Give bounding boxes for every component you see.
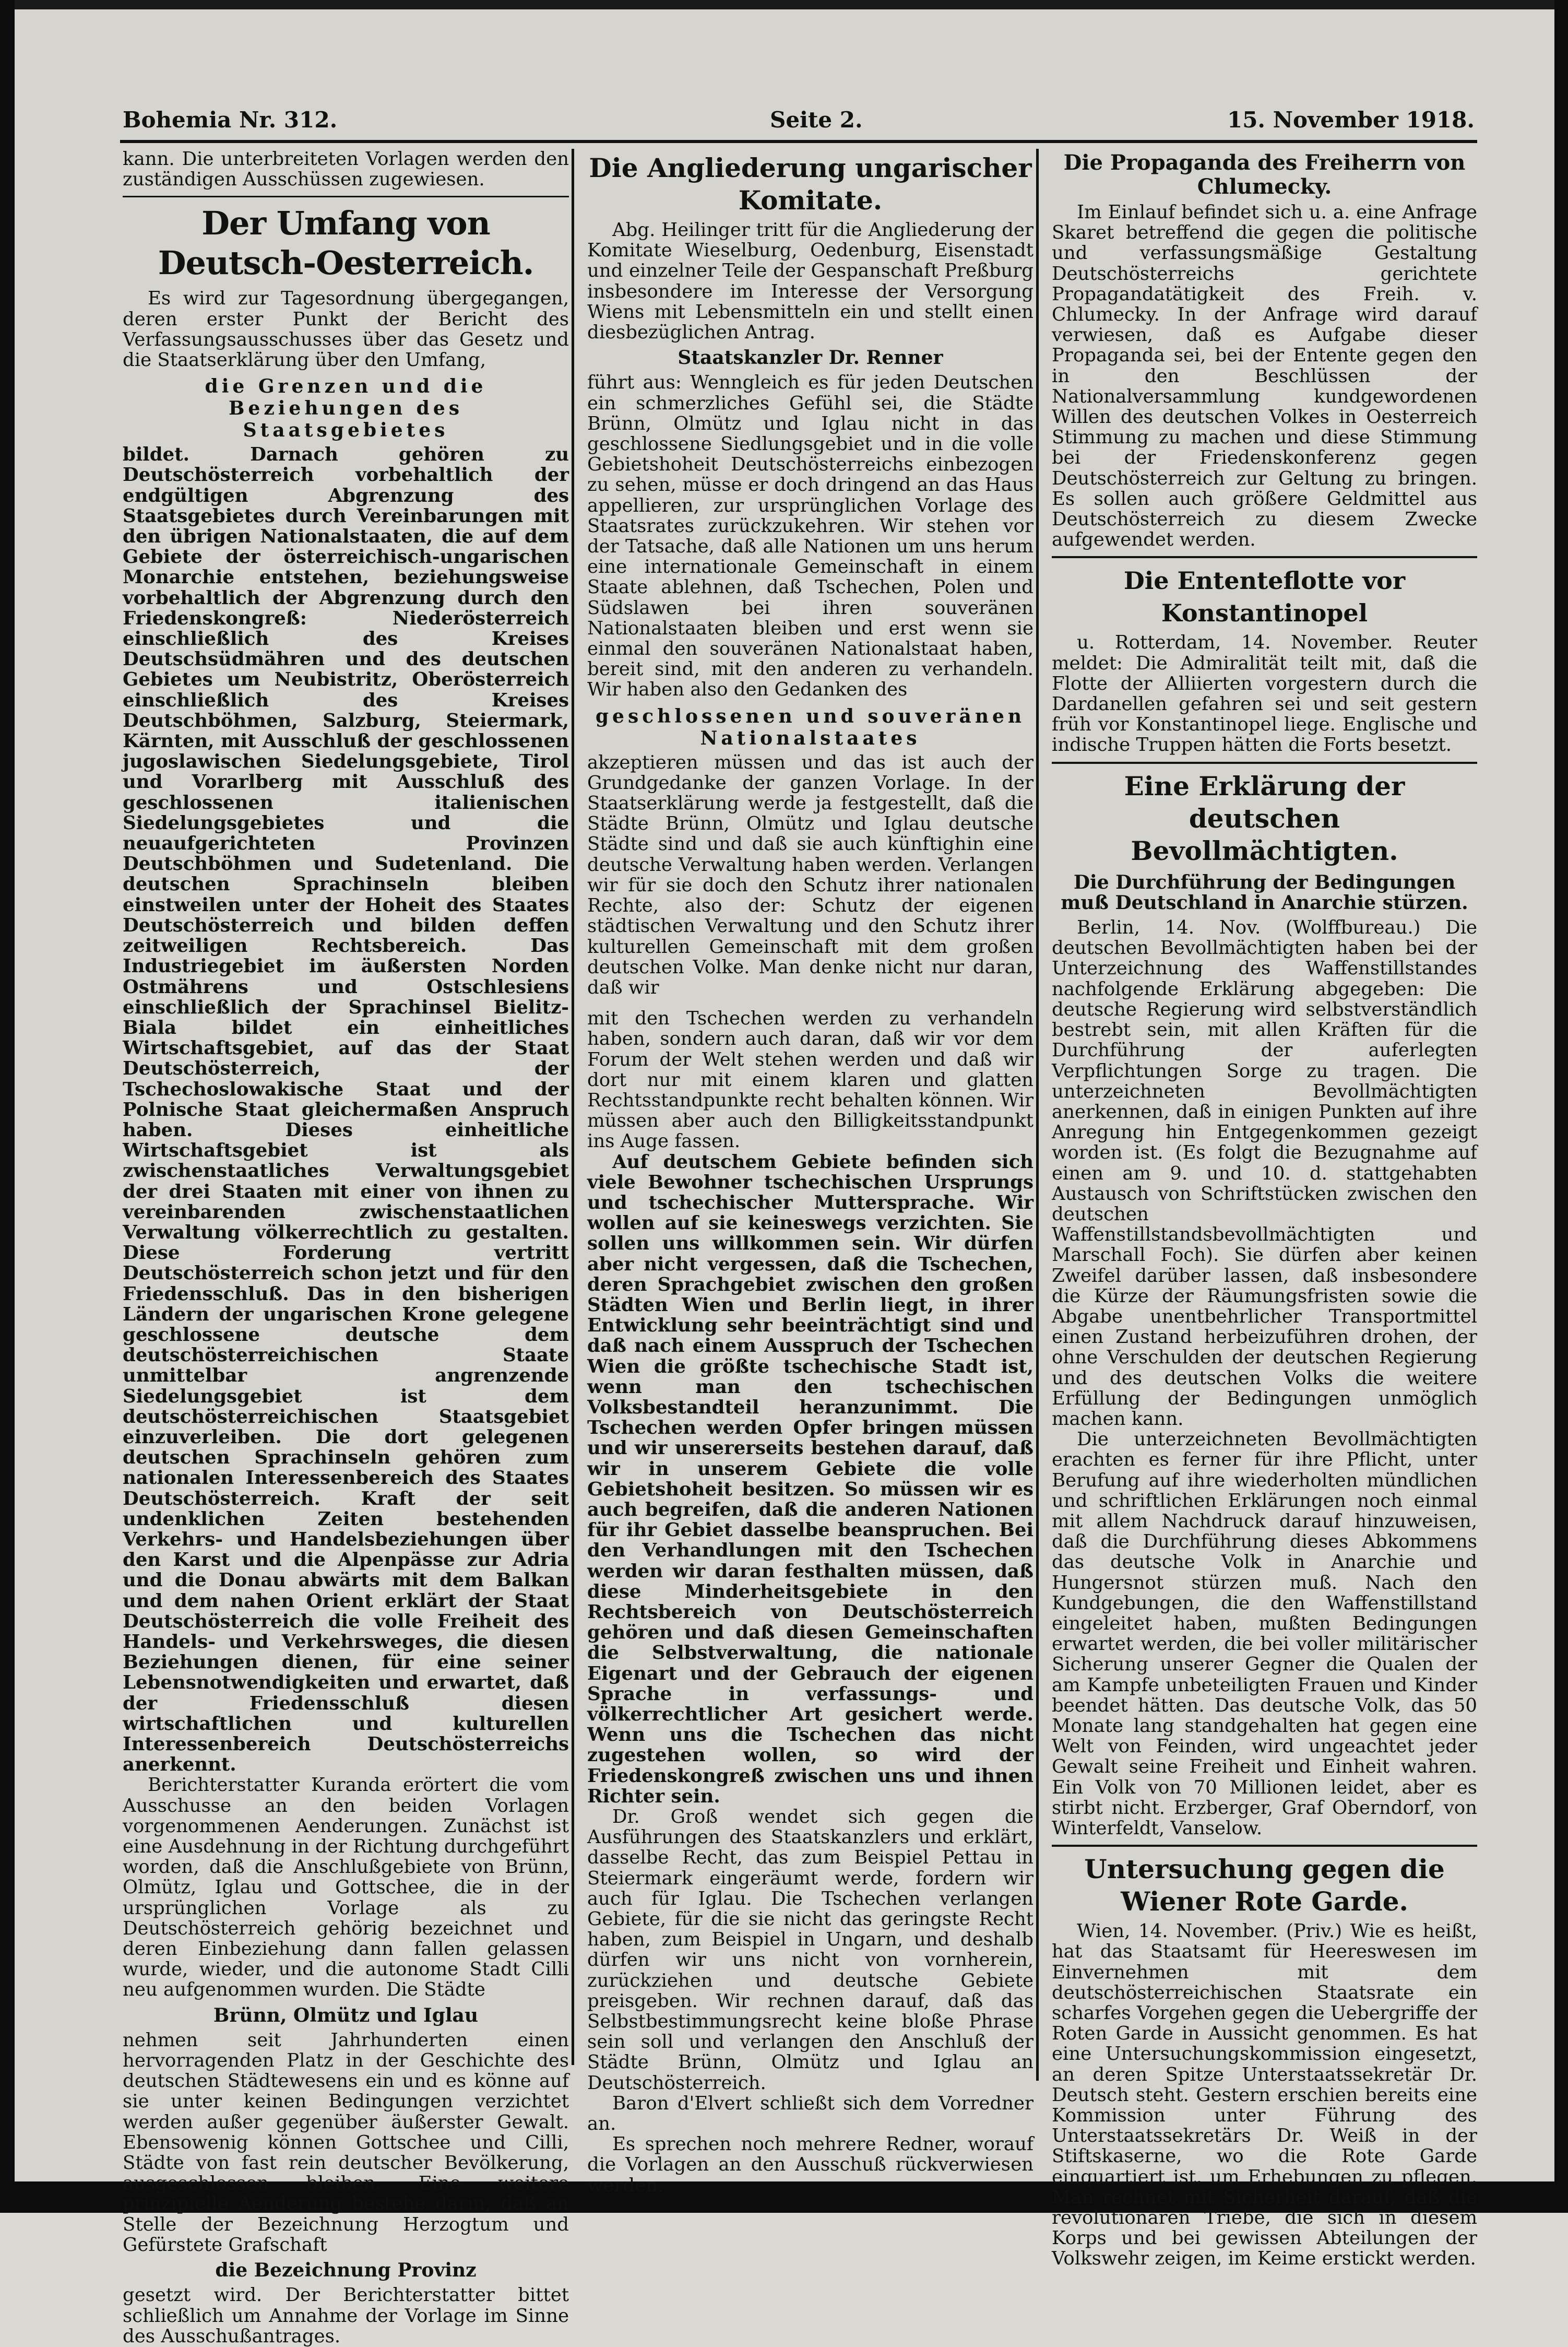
- col2-paragraph-5: Auf deutschem Gebiete befinden sich viele Bewohner tschechischen Ursprungs und tschechischer Muttersprache. Wir wollen auf sie keineswegs verzichten. Sie sollen uns willkommen sein. Wir dürfen aber nicht vergessen, daß die Tschechen, deren Sprachgebiet zwischen den großen Städten Wien und Berlin liegt, in ihrer Entwicklung sehr beeinträchtigt sind und daß nach einem Ausspruch der Tschechen Wien die größte tschechische Stadt ist, wenn man den tschechischen Volksbestandteil heranzunimmt. Die Tschechen werden Opfer bringen müssen und wir unsererseits bestehen darauf, daß wir in unserem Gebiete die volle Gebietshoheit besitzen. So müssen wir es auch begreifen, daß die anderen Nationen für ihr Gebiet dasselbe beanspruchen. Bei den Verhandlungen mit den Tschechen werden wir daran festhalten müssen, daß diese Minderheitsgebiete in den Rechtsbereich von Deutschösterreich gehören und daß diesen Gemeinschaften die Selbstverwaltung, die nationale Eigenart und der Gebrauch der eigenen Sprache in verfassungs- und völkerrechtlicher Art gesichert werde. Wenn uns die Tschechen das nicht zugestehen wollen, so wird der Friedenskongreß zwischen uns und ihnen Richter sein.: [587, 1151, 1034, 1807]
- col3-rule-3: [1052, 1845, 1477, 1847]
- col1-subheading-provinz: die Bezeichnung Provinz: [215, 2259, 477, 2282]
- article-title-untersuchung: Untersuchung gegen die Wiener Rote Garde.: [1084, 1854, 1445, 1917]
- col3-paragraph-4: Die unterzeichneten Bevollmächtigten erachten es ferner für ihre Pflicht, unter Berufung auf ihre wiederholten mündlichen und schriftlichen Erklärungen noch einmal mit allem Nachdruck darauf hinzuweisen, daß die Durchführung dieses Abkommens das deutsche Volk in Anarchie und Hungersnot stürzen muß. Nach den Kundgebungen, die den Waffenstillstand eingeleitet haben, mußten Bedingungen erwartet werden, die bei voller militärischer Sicherung unserer Gegner die Qualen der am Kampfe unbeteiligten Frauen und Kinder beendet hätten. Das deutsche Volk, das 50 Monate lang standgehalten hat gegen eine Welt von Feinden, wird ungeachtet jeder Gewalt seine Freiheit und Einheit wahren. Ein Volk von 70 Millionen leidet, aber es stirbt nicht. Erzberger, Graf Oberndorf, von Winterfeldt, Vanselow.: [1052, 1429, 1477, 1839]
- col2-paragraph-1: Abg. Heilinger tritt für die Angliederung der Komitate Wieselburg, Oedenburg, Eisenstadt und einzelner Teile der Gespanschaft Preßburg insbesondere im Interesse der Versorgung Wiens mit Lebensmitteln ein und stellt einen diesbezüglichen Antrag.: [587, 219, 1034, 344]
- page-header: [123, 107, 1475, 144]
- article-title-umfang: Der Umfang von Deutsch-Oesterreich.: [158, 204, 534, 282]
- col2-paragraph-2: führt aus: Wenngleich es für jeden Deutschen ein schmerzliches Gefühl sei, die Städte Brünn, Olmütz und Iglau nicht in das geschlossene Siedlungsgebiet und in die volle Gebietshoheit Deutschösterreichs einbezogen zu sehen, müsse er doch dringend an das Haus appellieren, zur ursprünglichen Vorlage des Staatsrates zurückzukehren. Wir stehen vor der Tatsache, daß alle Nationen um uns herum eine internationale Gemeinschaft in einem Staate ablehnen, daß Tschechen, Polen und Südslawen bei ihren souveränen Nationalstaaten bleiben und erst wenn sie einmal den souveränen Nationalstaat haben, bereit sind, mit den anderen zu verhandeln. Wir haben also den Gedanken des: [587, 372, 1034, 701]
- col3-subheading-durchfuehrung: Die Durchführung der Bedingungen muß Deutschland in Anarchie stürzen.: [1061, 871, 1468, 914]
- col2-paragraph-3: akzeptieren müssen und das ist auch der Grundgedanke der ganzen Vorlage. In der Staatserklärung werde ja festgestellt, daß die Städte Brünn, Olmütz und Iglau deutsche Städte sind und daß sie auch künftighin eine deutsche Verwaltung haben werden. Verlangen wir für sie doch den Schutz ihrer nationalen Rechte, also der: Schutz der eigenen städtischen Verwaltung und den Schutz ihrer kulturellen Gemeinschaft mit dem großen deutschen Volke. Man denke nicht nur daran, daß wir: [587, 751, 1034, 998]
- column-divider-1: [572, 149, 574, 2065]
- col3-paragraph-1: Im Einlauf befindet sich u. a. eine Anfrage Skaret betreffend die gegen die politische und verfassungsmäßige Gestaltung Deutschösterreichs gerichtete Propagandatätigkeit des Freih. v. Chlumecky. In der Anfrage wird darauf verwiesen, daß es Aufgabe dieser Propaganda sei, bei der Entente gegen den in den Beschlüssen der Nationalversammlung kundgewordenen Willen des deutschen Volkes in Oesterreich Stimmung zu machen und diese Stimmung bei der Friedenskonferenz gegen Deutschösterreich zur Geltung zu bringen. Es sollen auch größere Geldmittel aus Deutschösterreich zu diesem Zwecke aufgewendet werden.: [1052, 202, 1477, 551]
- scan-border-left: [0, 0, 15, 2213]
- col1-rule-1: [123, 196, 569, 197]
- article-title-propaganda: Die Propaganda des Freiherrn von Chlumecky.: [1063, 150, 1466, 199]
- col3-paragraph-2: u. Rotterdam, 14. November. Reuter meldet: Die Admiralität teilt mit, daß die Flotte der Alliierten vorgestern durch die Dardanellen gefahren sei und seit gestern früh vor Konstantinopel liege. Englische und indische Truppen hätten die Forts besetzt.: [1052, 632, 1477, 756]
- col2-paragraph-6: Dr. Groß wendet sich gegen die Ausführungen des Staatskanzlers und erklärt, dasselbe Recht, das zum Beispiel Pettau in Steiermark eingeräumt werde, fordern wir auch für Iglau. Die Tschechen verlangen Gebiete, für die sie nicht das geringste Recht haben, zum Beispiel in Ungarn, und deshalb dürfen wir uns nicht von vornherein, zurückziehen und deutsche Gebiete preisgeben. Wir rechnen darauf, daß das Selbstbestimmungsrecht keine bloße Phrase sein soll und verlangen den Anschluß der Städte Brünn, Olmütz und Iglau an Deutschösterreich.: [587, 1806, 1034, 2094]
- col2-paragraph-8: Es sprechen noch mehrere Redner, worauf die Vorlagen an den Ausschuß rückverwiesen werden.: [587, 2133, 1034, 2196]
- col2-subheading-nationalstaat: geschlossenen und souveränen Nationalstaates: [595, 705, 1026, 749]
- col3-rule-1: [1052, 556, 1477, 558]
- col1-paragraph-4: nehmen seit Jahrhunderten einen hervorragenden Platz in der Geschichte des deutschen Städtewesens ein und es könne auf sie unter keinen Bedingungen verzichtet werden außer gegenüber äußerster Gewalt. Ebensowenig können Gottschee und Cilli, Städte von fast rein deutscher Bevölkerung, ausgeschlossen bleiben. Eine weitere prinzipielle Aenderung bestehe darin, daß an Stelle der Bezeichnung Herzogtum und Gefürstete Grafschaft: [123, 2029, 569, 2256]
- column-divider-2: [1036, 149, 1039, 2081]
- article-title-ententeflotte: Die Ententeflotte vor Konstantinopel: [1123, 567, 1406, 628]
- header-rule: [120, 140, 1477, 143]
- col2-paragraph-4: mit den Tschechen werden zu verhandeln haben, sondern auch daran, daß wir vor dem Forum der Welt stehen werden und daß wir dort nur mit einem klaren und glatten Rechtsstandpunkte recht behalten können. Wir müssen aber auch den Billigkeitsstandpunkt ins Auge fassen.: [587, 1008, 1034, 1152]
- col3-paragraph-3: Berlin, 14. Nov. (Wolffbureau.) Die deutschen Bevollmächtigten haben bei der Unterzeichnung des Waffenstillstandes nachfolgende Erklärung abgegeben: Die deutsche Regierung wird selbstverständlich bestrebt sein, mit allen Kräften für die Durchführung der auferlegten Verpflichtungen Sorge zu tragen. Die unterzeichneten Bevollmächtigten anerkennen, daß in einigen Punkten auf ihre Anregung hin Entgegenkommen gezeigt worden ist. (Es folgt die Bezugnahme auf einen am 9. und 10. d. stattgehabten Austausch von Schriftstücken zwischen den deutschen Waffenstillstandsbevollmächtigten und Marschall Foch). Sie dürfen aber keinen Zweifel darüber lassen, daß insbesondere die Kürze der Räumungsfristen sowie die Abgabe unentbehrlicher Transportmittel einen Zustand herbeizuführen drohen, der ohne Verschulden der deutschen Regierung und des deutschen Volks die weitere Erfüllung der Bedingungen unmöglich machen kann.: [1052, 917, 1477, 1430]
- col1-subheading-bruenn: Brünn, Olmütz und Iglau: [213, 2004, 479, 2026]
- col3-paragraph-5: Wien, 14. November. (Priv.) Wie es heißt, hat das Staatsamt für Heereswesen im Einvernehmen mit dem deutschösterreichischen Staatsrate ein scharfes Vorgehen gegen die Uebergriffe der Roten Garde in Aussicht genommen. Es hat eine Untersuchungskommission eingesetzt, an deren Spitze Unterstaatssekretär Dr. Deutsch steht. Gestern erschien bereits eine Kommission unter Führung des Unterstaatssekretärs Dr. Weiß in der Stiftskaserne, wo die Rote Garde einquartiert ist, um Erhebungen zu pflegen. Man rechnet mit Sicherheit darauf, daß die revolutionären Triebe, die sich in diesem Korps und bei gewissen Abteilungen der Volkswehr zeigen, im Keime erstickt werden.: [1052, 1920, 1477, 2270]
- col1-paragraph-3: Berichterstatter Kuranda erörtert die vom Ausschusse an den beiden Vorlagen vorgenommenen Aenderungen. Zunächst ist eine Ausdehnung in der Richtung durchgeführt worden, daß die Anschlußgebiete von Brünn, Olmütz, Iglau und Gottschee, die in der ursprünglichen Vorlage als zu Deutschösterreich gehörig bezeichnet und deren Einbeziehung dann fallen gelassen wurde, wieder, und die autonome Stadt Cilli neu aufgenommen wurden. Die Städte: [123, 1774, 569, 2001]
- scan-border-right: [1554, 0, 1568, 2213]
- column-2: [587, 149, 1034, 2196]
- col1-intro: kann. Die unterbreiteten Vorlagen werden den zuständigen Ausschüssen zugewiesen.: [123, 148, 569, 191]
- col2-subheading-renner: Staatskanzler Dr. Renner: [678, 347, 943, 369]
- scan-border-top: [0, 0, 1568, 9]
- article-title-erklaerung: Eine Erklärung der deutschen Bevollmächtigten.: [1124, 770, 1405, 866]
- col2-paragraph-7: Baron d'Elvert schließt sich dem Vorredner an.: [587, 2092, 1034, 2135]
- article-title-angliederung: Die Angliederung ungarischer Komitate.: [589, 152, 1032, 216]
- column-1: [123, 149, 569, 2346]
- col3-rule-2: [1052, 762, 1477, 764]
- col1-subheading-grenzen: die Grenzen und die Beziehungen des Staatsgebietes: [205, 375, 487, 442]
- col1-paragraph-5: gesetzt wird. Der Berichterstatter bittet schließlich um Annahme der Vorlage im Sinne des Ausschußantrages.: [123, 2284, 569, 2347]
- column-3: [1052, 149, 1477, 2269]
- col1-paragraph-2: bildet. Darnach gehören zu Deutschösterreich vorbehaltlich der endgültigen Abgrenzung des Staatsgebietes durch Vereinbarungen mit den übrigen Nationalstaaten, die auf dem Gebiete der österreichisch-ungarischen Monarchie entstehen, beziehungsweise vorbehaltlich der Abgrenzung durch den Friedenskongreß: Niederösterreich einschließlich des Kreises Deutschsüdmähren und des deutschen Gebietes um Neubistritz, Oberösterreich einschließlich des Kreises Deutschböhmen, Salzburg, Steiermark, Kärnten, mit Ausschluß der geschlossenen jugoslawischen Siedelungsgebiete, Tirol und Vorarlberg mit Ausschluß des geschlossenen italienischen Siedelungsgebietes und die neuaufgerichteten Provinzen Deutschböhmen und Sudetenland. Die deutschen Sprachinseln bleiben einstweilen unter der Hoheit des Staates Deutschösterreich und bilden deffen zeitweiligen Rechtsbereich. Das Industriegebiet im äußersten Norden Ostmährens und Ostschlesiens einschließlich der Sprachinsel Bielitz-Biala bildet ein einheitliches Wirtschaftsgebiet, auf das der Staat Deutschösterreich, der Tschechoslowakische Staat und der Polnische Staat gleichermaßen Anspruch haben. Dieses einheitliche Wirtschaftsgebiet ist als zwischenstaatliches Verwaltungsgebiet der drei Staaten mit einer von ihnen zu vereinbarenden zwischenstaatlichen Verwaltung völkerrechtlich zu gestalten. Diese Forderung vertritt Deutschösterreich schon jetzt und für den Friedensschluß. Das in den bisherigen Ländern der ungarischen Krone gelegene geschlossene deutsche dem deutschösterreichischen Staate unmittelbar angrenzende Siedelungsgebiet ist dem deutschösterreichischen Staatsgebiet einzuverleiben. Die dort gelegenen deutschen Sprachinseln gehören zum nationalen Interessenbereich des Staates Deutschösterreich. Kraft der seit undenklichen Zeiten bestehenden Verkehrs- und Handelsbeziehungen über den Karst und die Alpenpässe zur Adria und die Donau abwärts mit dem Balkan und dem nahen Orient erklärt der Staat Deutschösterreich die volle Freiheit des Handels- und Verkehrsweges, die diesen Beziehungen dienen, für eine seiner Lebensnotwendigkeiten und erwartet, daß der Friedensschluß diesen wirtschaftlichen und kulturellen Interessenbereich Deutschösterreichs anerkennt.: [123, 444, 569, 1776]
- header-date: 15. November 1918.: [1227, 107, 1475, 133]
- header-newspaper-issue: Bohemia Nr. 312.: [123, 107, 338, 133]
- col1-paragraph-1: Es wird zur Tagesordnung übergegangen, deren erster Punkt der Bericht des Verfassungsausschusses über das Gesetz und die Staatserklärung über den Umfang,: [123, 288, 569, 371]
- header-page-number: Seite 2.: [770, 107, 863, 133]
